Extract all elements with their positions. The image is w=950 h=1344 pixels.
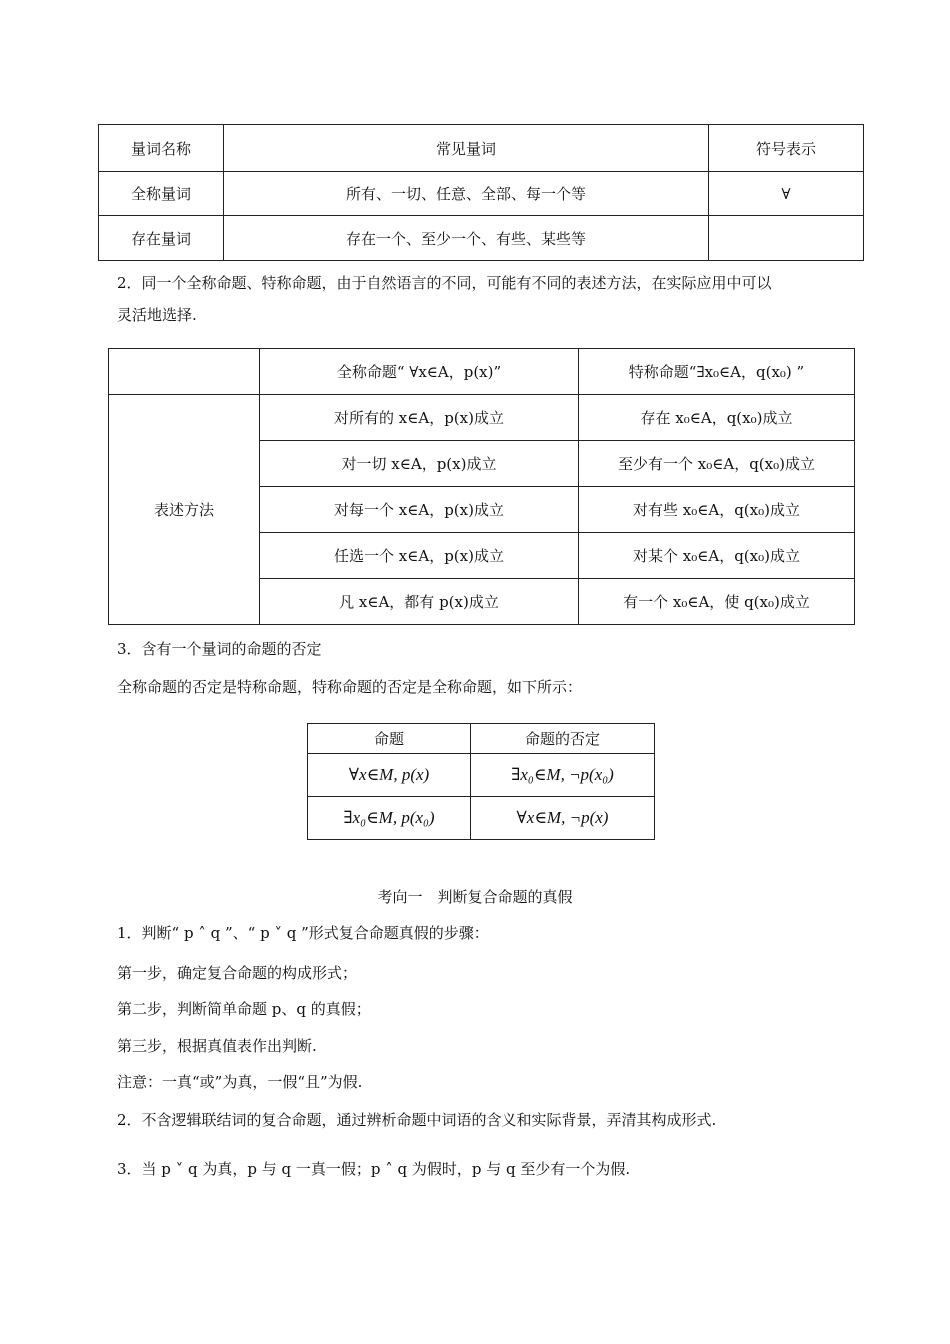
- table-cell: ∃x₀∈M, p(x₀): [308, 797, 471, 840]
- table-cell: ∀: [709, 172, 864, 216]
- table-cell: 对所有的 x∈A，p(x)成立: [260, 395, 579, 441]
- section-title: 考向一 判断复合命题的真假: [377, 888, 573, 906]
- quantifier-table: [98, 124, 864, 261]
- paragraph-line: 全称命题的否定是特称命题，特称命题的否定是全称命题，如下所示：: [117, 678, 583, 696]
- paragraph-line: 第一步，确定复合命题的构成形式；: [117, 964, 358, 982]
- paragraph-line: 第二步，判断简单命题 p、q 的真假；: [117, 1000, 371, 1018]
- table-cell: [709, 216, 864, 261]
- table-header-cell: 量词名称: [99, 125, 224, 172]
- table-header-cell: 全称命题“ ∀x∈A，p(x)”: [260, 349, 579, 395]
- paragraph-line: 3．当 p ˅ q 为真，p 与 q 一真一假；p ˄ q 为假时，p 与 q 至少有一个为假.: [117, 1160, 631, 1178]
- table-cell: ∀x∈M, ¬p(x): [471, 797, 655, 840]
- paragraph-line: 注意：一真“或”为真，一假“且”为假.: [117, 1073, 363, 1091]
- table-cell: 任选一个 x∈A，p(x)成立: [260, 533, 579, 579]
- table-header-cell: 特称命题“∃x₀∈A，q(x₀) ”: [579, 349, 855, 395]
- row-label: 表述方法: [109, 395, 260, 625]
- table-header-cell: 符号表示: [709, 125, 864, 172]
- table-cell: 对每一个 x∈A，p(x)成立: [260, 487, 579, 533]
- table-cell: 存在量词: [99, 216, 224, 261]
- table-cell: ∀x∈M, p(x): [308, 754, 471, 797]
- table-header-cell: [109, 349, 260, 395]
- table-cell: 全称量词: [99, 172, 224, 216]
- table-cell: 对有些 x₀∈A，q(x₀)成立: [579, 487, 855, 533]
- paragraph-line: 2．不含逻辑联结词的复合命题，通过辨析命题中词语的含义和实际背景，弄清其构成形式.: [117, 1111, 717, 1129]
- paragraph-line: 灵活地选择.: [117, 306, 197, 324]
- paragraph-line: 第三步，根据真值表作出判断.: [117, 1037, 317, 1055]
- table-header-cell: 命题: [308, 724, 471, 754]
- negation-table: [307, 723, 655, 840]
- table-cell: ∃x₀∈M, ¬p(x₀): [471, 754, 655, 797]
- table-cell: 对某个 x₀∈A，q(x₀)成立: [579, 533, 855, 579]
- table-cell: 至少有一个 x₀∈A，q(x₀)成立: [579, 441, 855, 487]
- table-cell: 所有、一切、任意、全部、每一个等: [224, 172, 709, 216]
- table-cell: 存在一个、至少一个、有些、某些等: [224, 216, 709, 261]
- section-heading: 3．含有一个量词的命题的否定: [117, 640, 322, 658]
- table-cell: 凡 x∈A，都有 p(x)成立: [260, 579, 579, 625]
- table-cell: 对一切 x∈A，p(x)成立: [260, 441, 579, 487]
- expression-table: [108, 348, 855, 625]
- paragraph-line: 2．同一个全称命题、特称命题，由于自然语言的不同，可能有不同的表述方法，在实际应用中可以: [117, 274, 772, 292]
- table-cell: 存在 x₀∈A，q(x₀)成立: [579, 395, 855, 441]
- table-cell: 有一个 x₀∈A，使 q(x₀)成立: [579, 579, 855, 625]
- table-header-cell: 常见量词: [224, 125, 709, 172]
- paragraph-line: 1．判断“ p ˄ q ”、“ p ˅ q ”形式复合命题真假的步骤：: [117, 924, 489, 942]
- table-header-cell: 命题的否定: [471, 724, 655, 754]
